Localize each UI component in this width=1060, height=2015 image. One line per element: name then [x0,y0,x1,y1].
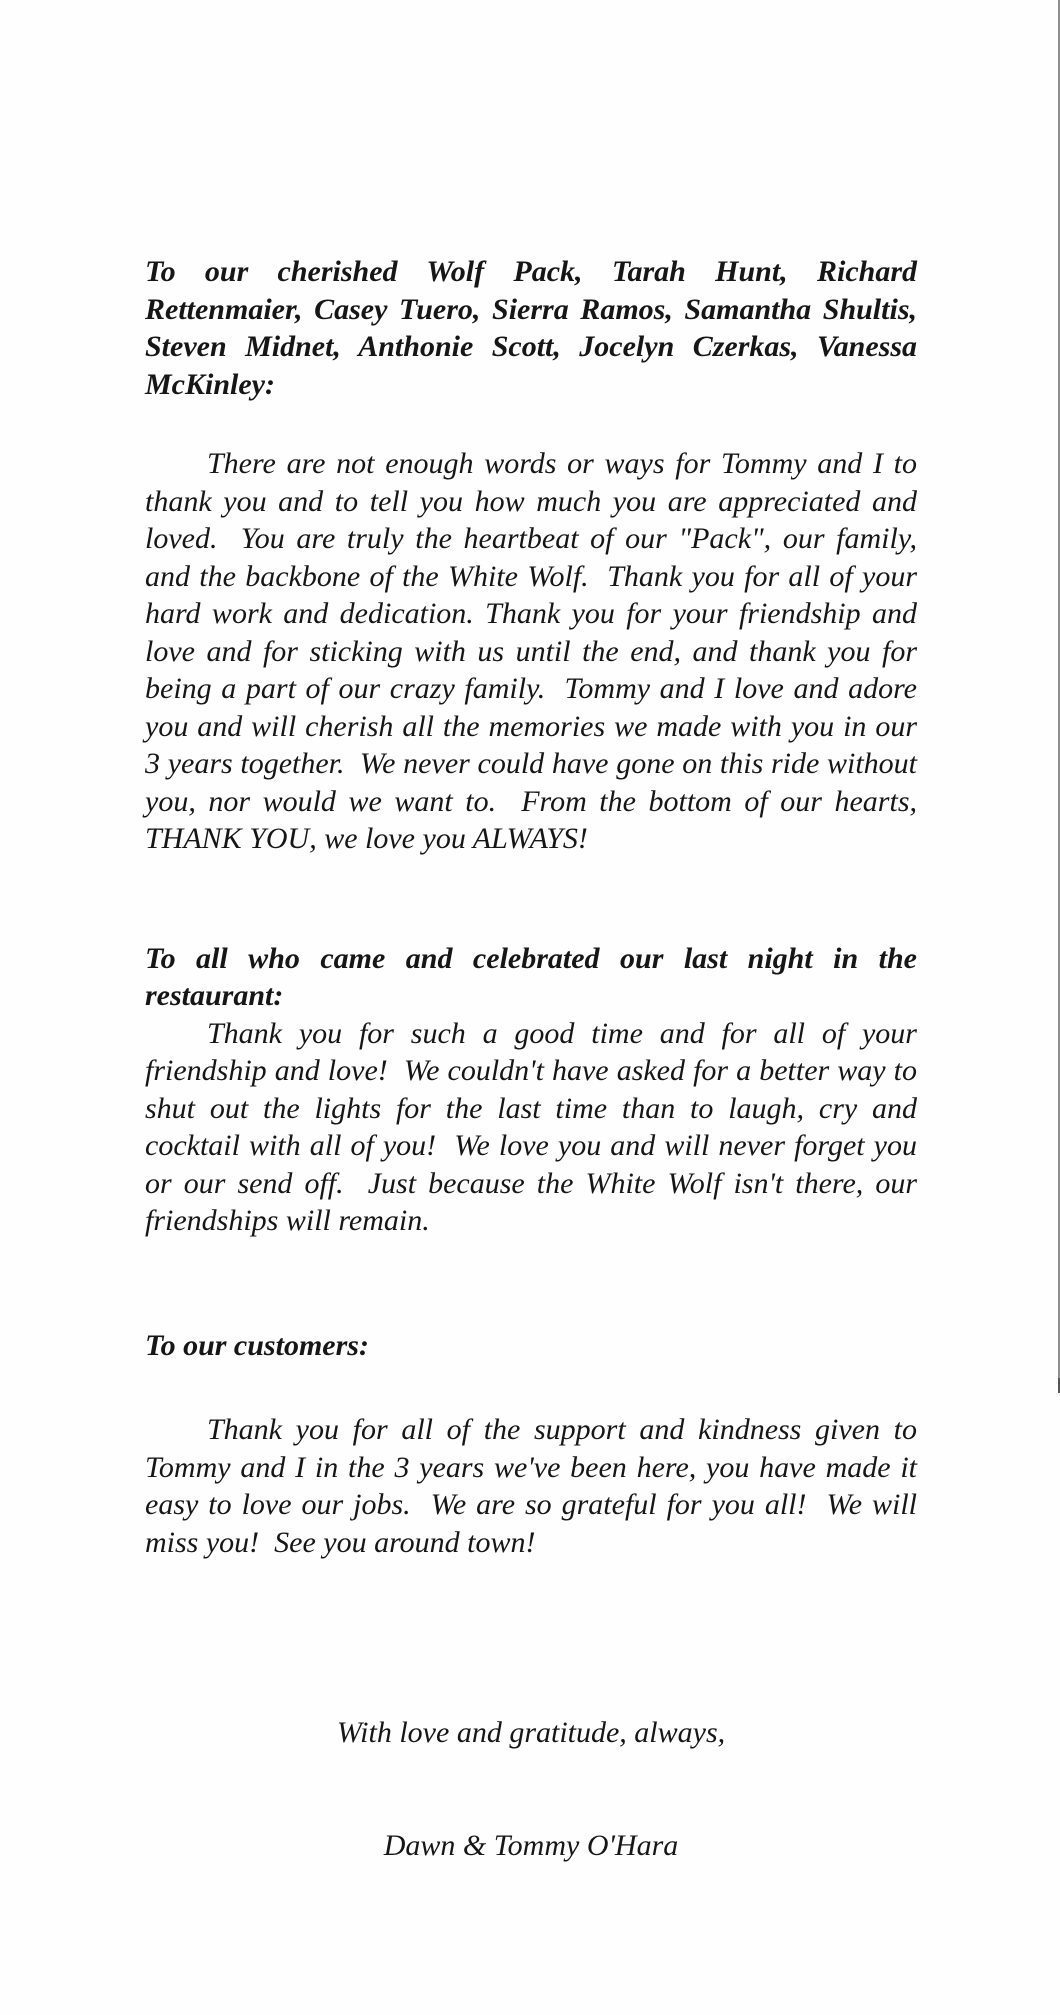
letter-section-customers [145,1327,925,1562]
wolf-pack-paragraph: There are not enough words or ways for Tommy and I to thank you and to tell you how much you are appreciated and loved. You are truly the heartbeat of our "Pack", our family, and the backbone of the White Wolf. Thank you for all of your hard work and dedication. Thank you for your friendship and love and for sticking with us until the end, and thank you for being a part of our crazy family. Tommy and I love and adore you and will cherish all the memories we made with you in our 3 years together. We never could have gone on this ride without you, nor would we want to. From the bottom of our hearts, THANK YOU, we love you ALWAYS! [145,447,925,855]
customers-heading: To our customers: [145,1328,369,1362]
letter-body [145,253,925,1939]
closing-block [145,1639,917,1939]
last-night-paragraph: Thank you for such a good time and for all of your friendship and love! We couldn't have asked for a better way to shut out the lights for the last time than to laugh, cry and cocktail with all of you! We love you and will never forget you or our send off. Just because the White Wolf isn't there, our friendships will remain. [145,1016,925,1237]
letter-section-last-night [145,940,925,1240]
last-night-heading: To all who came and celebrated our last night in the restaurant: [145,941,925,1012]
letter-section-wolf-pack [145,253,925,858]
wolf-pack-heading: To our cherished Wolf Pack, Tarah Hunt, Richard Rettenmaier, Casey Tuero, Sierra Ramos, Samantha Shultis, Steven Midnet, Anthonie Scott, Jocelyn Czerkas, Vanessa McKinley: [145,255,925,401]
customers-paragraph: Thank you for all of the support and kindness given to Tommy and I in the 3 years we've been here, you have made it easy to love our jobs. We are so grateful for you all! We will miss you! See you around town! [145,1413,925,1559]
closing-line: With love and gratitude, always, [336,1716,726,1749]
signature-line: Dawn & Tommy O'Hara [383,1828,679,1862]
